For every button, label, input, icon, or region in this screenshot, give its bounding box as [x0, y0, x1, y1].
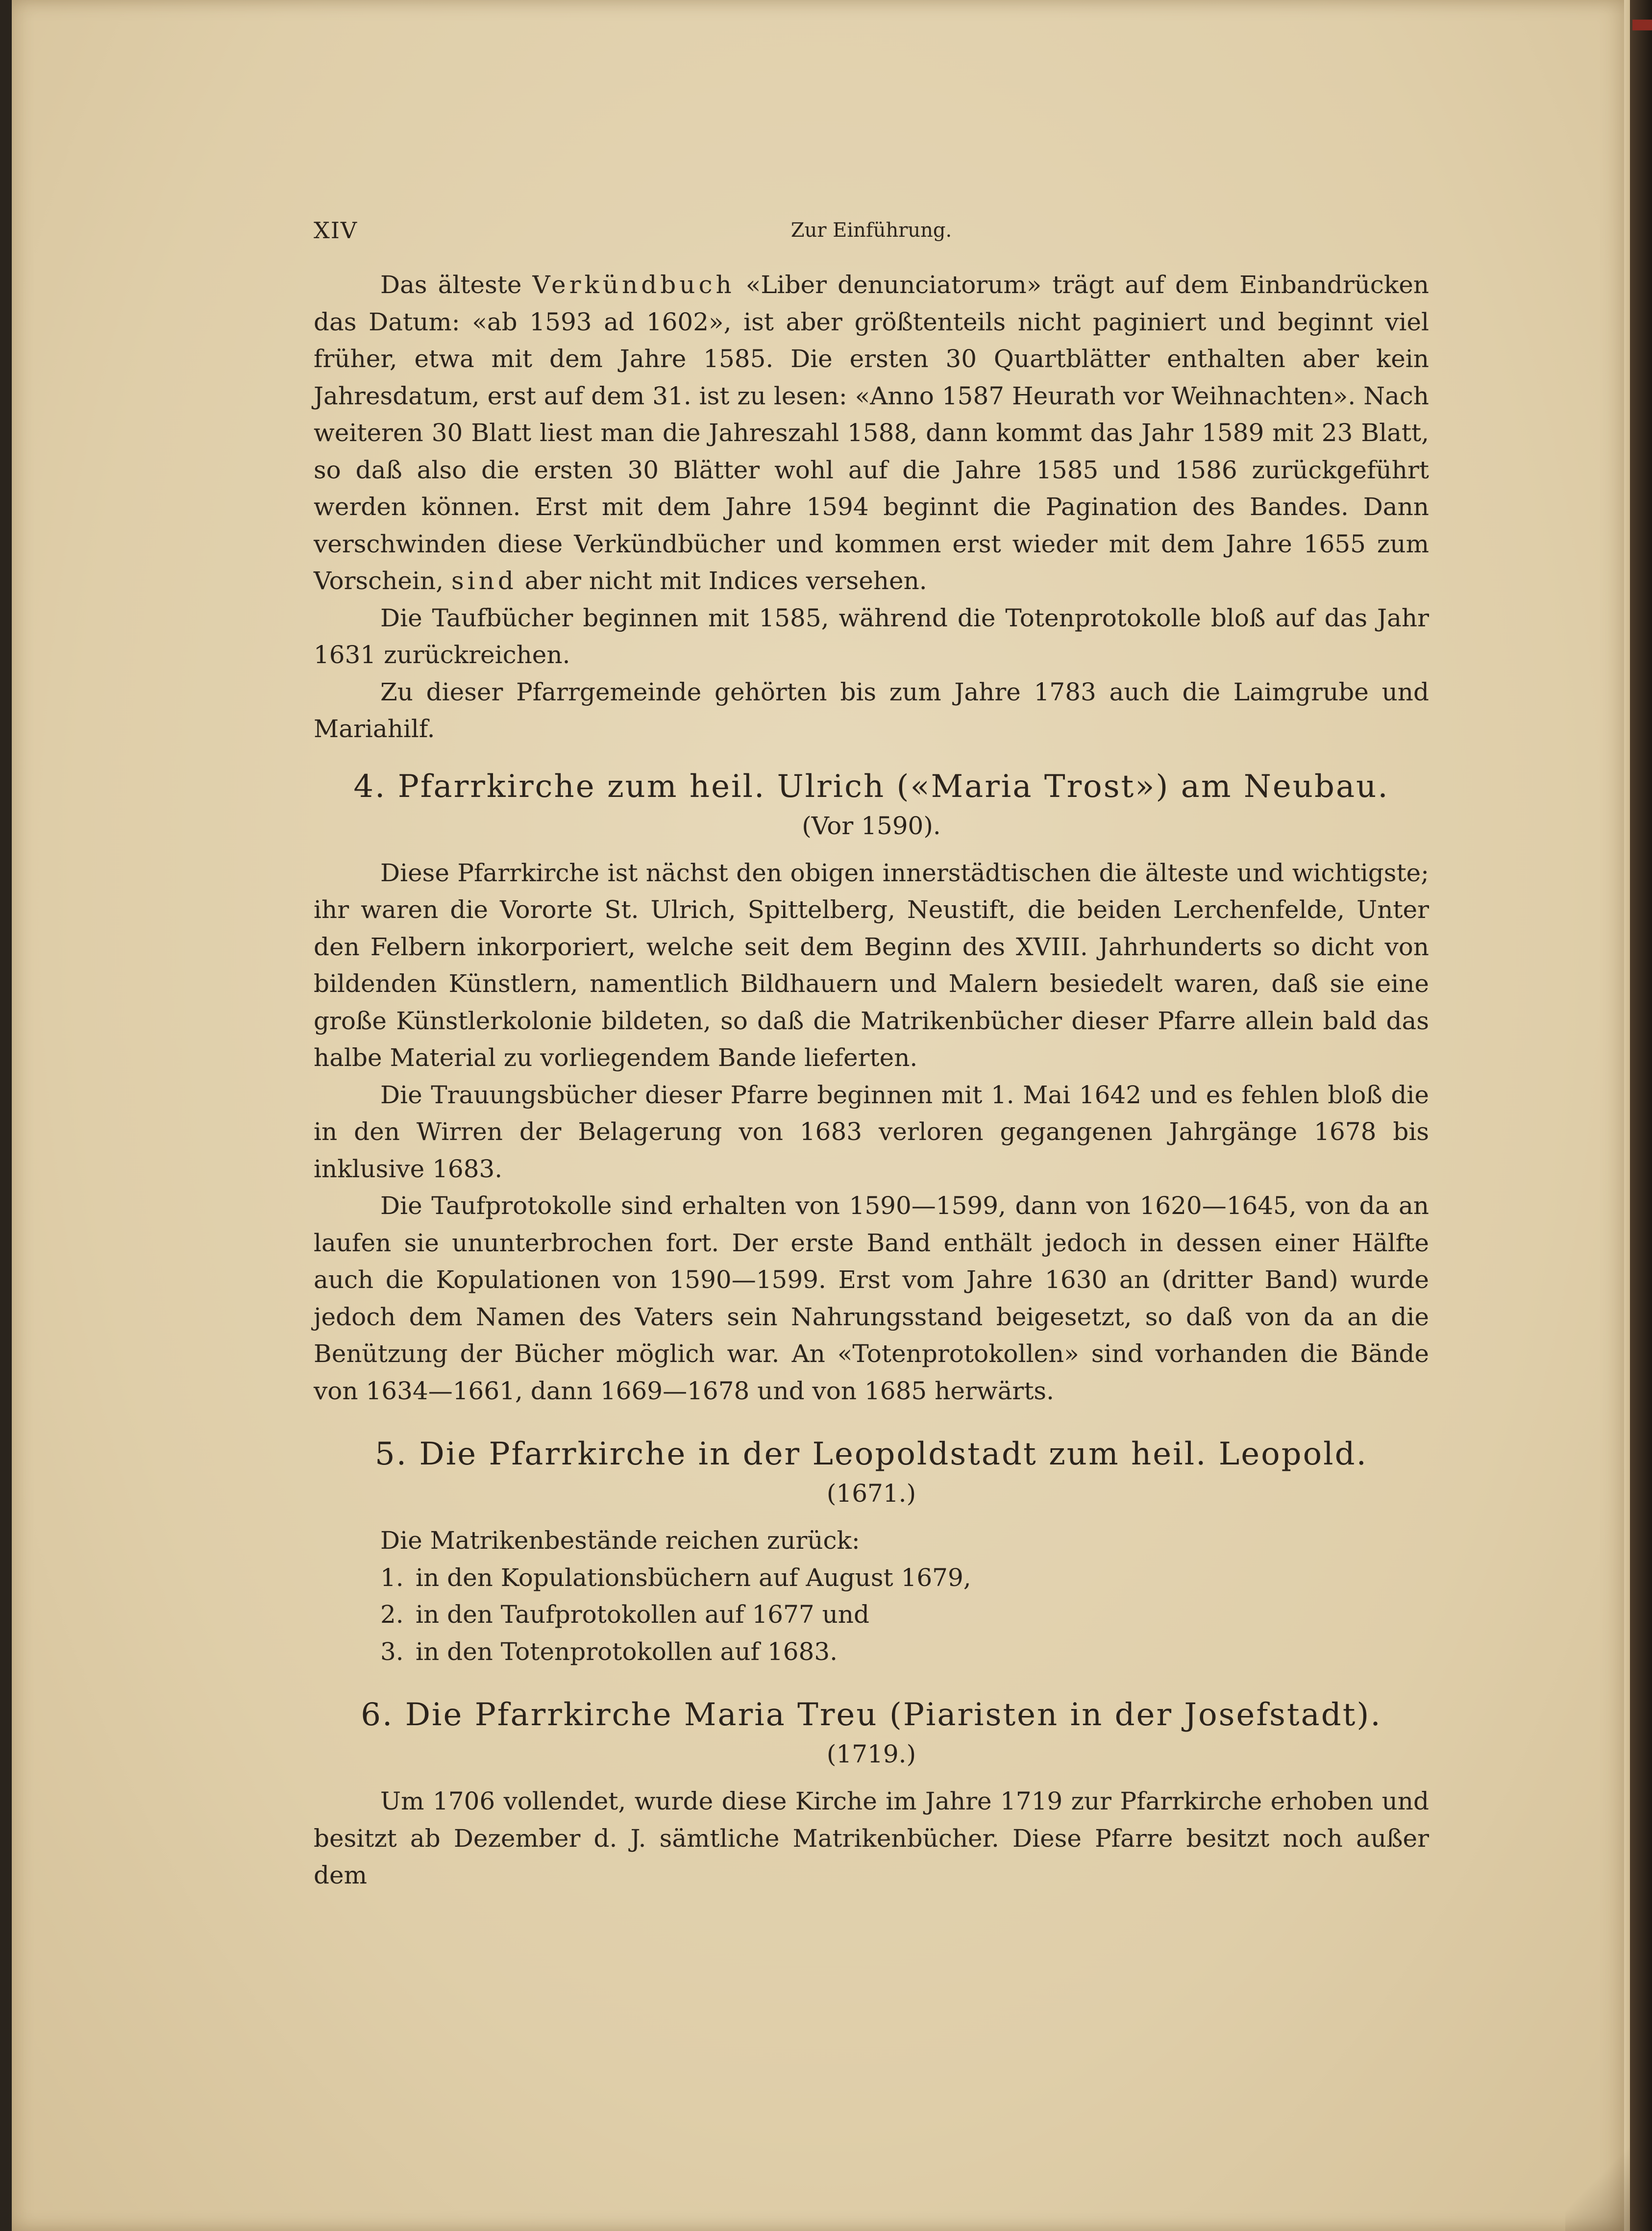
- list-item: [314, 1634, 1429, 1671]
- page-corner-shade: [1565, 2147, 1639, 2231]
- section-heading-5: 5. Die Pfarrkirche in der Leopoldstadt zum heil. Leopold.: [375, 1436, 1368, 1472]
- paragraph-pfarrgemeinde: Zu dieser Pfarrgemeinde gehörten bis zum Jahre 1783 auch die Laimgrube und Mariahilf.: [314, 677, 1429, 743]
- paragraph-maria-treu: Um 1706 vollendet, wurde diese Kirche im Jahre 1719 zur Pfarrkirche erhoben und besitzt ab Dezember d. J. sämtliche Matrikenbücher. Diese Pfarre besitzt noch außer dem: [314, 1787, 1429, 1889]
- text-block: [314, 216, 1429, 1894]
- running-head: [314, 216, 1429, 245]
- spacer: [314, 1670, 1429, 1695]
- list-number: 3.: [380, 1637, 404, 1666]
- emphasized-term: sind: [451, 567, 517, 595]
- list-text: in den Totenprotokollen auf 1683.: [416, 1637, 838, 1666]
- spacer: [314, 1410, 1429, 1434]
- running-title: Zur Einführung.: [790, 219, 952, 242]
- emphasized-term: Verkündbuch: [532, 271, 735, 299]
- section-date-6: (1719.): [826, 1740, 916, 1768]
- book-page: [12, 0, 1629, 2231]
- section-heading-6: 6. Die Pfarrkirche Maria Treu (Piaristen in der Josefstadt).: [361, 1697, 1382, 1733]
- text-run: aber nicht mit Indices versehen.: [517, 567, 927, 595]
- section-date-4: (Vor 1590).: [802, 811, 941, 840]
- list-item: [314, 1560, 1429, 1597]
- book-spine: [1630, 0, 1652, 2231]
- paragraph-verkuendbuch: [314, 267, 1429, 600]
- paragraph-matrikenbestaende: Die Matrikenbestände reichen zurück:: [380, 1526, 860, 1555]
- list-text: in den Kopulationsbüchern auf August 1679,: [416, 1563, 971, 1592]
- spine-marker: [1632, 20, 1652, 30]
- text-run: Das älteste: [380, 271, 533, 299]
- list-number: 1.: [380, 1563, 404, 1592]
- section-date-5: (1671.): [826, 1479, 916, 1508]
- list-text: in den Taufprotokollen auf 1677 und: [416, 1600, 870, 1629]
- section-heading-4: 4. Pfarrkirche zum heil. Ulrich («Maria Trost») am Neubau.: [353, 768, 1389, 805]
- matriken-list: [314, 1560, 1429, 1671]
- page-number: XIV: [314, 217, 358, 244]
- spacer: [314, 1773, 1429, 1783]
- list-item: [314, 1596, 1429, 1634]
- paragraph-ulrich-3: Die Taufprotokolle sind erhalten von 1590—1599, dann von 1620—1645, von da an laufen sie ununterbrochen fort. Der erste Band enthält jedoch in dessen einer Hälfte auch die Kopulationen von 1590—1599. Erst vom Jahre 1630 an (dritter Band) wurde jedoch dem Namen des Vaters sein Nahrungsstand beigesetzt, so daß von da an die Benützung der Bücher möglich war. An «Totenprotokollen» sind vorhanden die Bände von 1634—1661, dann 1669—1678 und von 1685 herwärts.: [314, 1191, 1429, 1405]
- spacer: [314, 845, 1429, 855]
- list-number: 2.: [380, 1600, 404, 1629]
- paragraph-ulrich-2: Die Trauungsbücher dieser Pfarre beginnen mit 1. Mai 1642 und es fehlen bloß die in den Wirren der Belagerung von 1683 verloren gegangenen Jahrgänge 1678 bis inklusive 1683.: [314, 1080, 1429, 1183]
- paragraph-taufbuecher: Die Taufbücher beginnen mit 1585, während die Totenprotokolle bloß auf das Jahr 1631 zurückreichen.: [314, 603, 1429, 669]
- spacer: [314, 748, 1429, 767]
- text-run: «Liber denunciatorum» trägt auf dem Einbandrücken das Datum: «ab 1593 ad 1602», ist aber größtenteils nicht paginiert und beginnt viel früher, etwa mit dem Jahre 1585. Die ersten 30 Quartblätter enthalten aber kein Jahresdatum, erst auf dem 31. ist zu lesen: «Anno 1587 Heurath vor Weihnachten». Nach weiteren 30 Blatt liest man die Jahreszahl 1588, dann kommt das Jahr 1589 mit 23 Blatt, so daß also die ersten 30 Blätter wohl auf die Jahre 1585 und 1586 zurückgeführt werden können. Erst mit dem Jahre 1594 beginnt die Pagination des Bandes. Dann verschwinden diese Verkündbücher und kommen erst wieder mit dem Jahre 1655 zum Vorschein,: [314, 271, 1430, 595]
- paragraph-ulrich-1: Diese Pfarrkirche ist nächst den obigen innerstädtischen die älteste und wichtigste; ihr waren die Vororte St. Ulrich, Spittelberg, Neustift, die beiden Lerchenfelde, Unter den Felbern inkorporiert, welche seit dem Beginn des XVIII. Jahrhunderts so dicht von bildenden Künstlern, namentlich Bildhauern und Malern besiedelt waren, daß sie eine große Künstlerkolonie bildeten, so daß die Matrikenbücher dieser Pfarre allein bald das halbe Material zu vorliegendem Bande lieferten.: [314, 858, 1429, 1072]
- spacer: [314, 1512, 1429, 1522]
